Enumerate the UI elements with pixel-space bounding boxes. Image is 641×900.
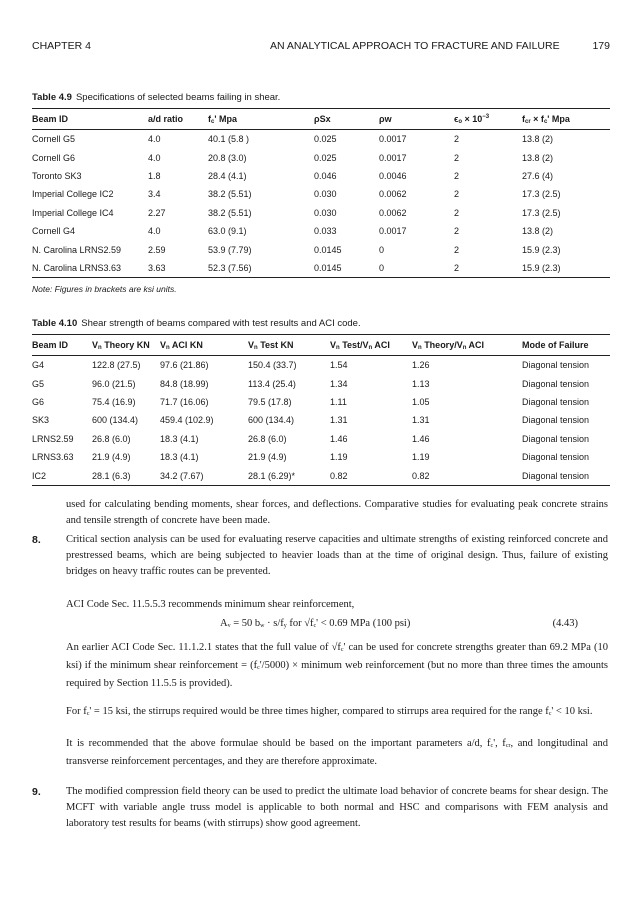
table-cell: 18.3 (4.1) — [160, 433, 199, 444]
table-cell: 13.8 (2) — [522, 226, 554, 237]
table-row — [32, 393, 610, 411]
table-cell: 79.5 (17.8) — [248, 396, 292, 407]
paragraph-for: For fc' = 15 ksi, the stirrups required would be three times higher, compared to stirrups area required for the range fc' < 10 ksi. — [66, 706, 593, 717]
column-header: fcr × fc' Mpa — [522, 109, 610, 130]
list-item-8: Critical section analysis can be used for evaluating reserve capacities and ultimate strengths of existing reinforced concrete and prestressed beams, which are being subjected to heavier loads than at the time of original design. Thus, failure of existing bridges on heavy traffic routes can be prevented. — [66, 534, 608, 577]
equation-number: (4.43) — [552, 618, 578, 629]
table-cell: 52.3 (7.56) — [208, 259, 314, 278]
table-cell: Diagonal tension — [522, 452, 590, 463]
table-cell: Imperial College IC4 — [32, 207, 114, 218]
table-cell: 2 — [454, 207, 460, 218]
table-cell: Diagonal tension — [522, 433, 590, 444]
table-cell: 0 — [379, 259, 454, 278]
table-cell: N. Carolina LRNS2.59 — [32, 244, 122, 255]
table-cell: 15.9 (2.3) — [522, 259, 610, 278]
table-cell: G5 — [32, 378, 45, 389]
table-cell: Diagonal tension — [522, 415, 590, 426]
column-header: Vn ACI KN — [160, 335, 248, 356]
table-cell: 13.8 (2) — [522, 134, 554, 145]
table-row — [32, 430, 610, 448]
table-cell: 2 — [454, 152, 460, 163]
table-cell: IC2 — [32, 466, 92, 485]
table-cell: 96.0 (21.5) — [92, 378, 136, 389]
paragraph-intro: used for calculating bending moments, shear forces, and deflections. Comparative studies for evaluating peak concrete strains and tensile strength of concrete have been made. — [66, 499, 608, 526]
table-cell: 600 (134.4) — [248, 415, 295, 426]
table-cell: 1.31 — [412, 415, 430, 426]
table-cell: 28.1 (6.3) — [92, 466, 160, 485]
table-cell: 53.9 (7.79) — [208, 244, 252, 255]
table-row — [32, 204, 610, 222]
column-header: a/d ratio — [148, 109, 208, 130]
table-cell: 1.31 — [330, 415, 348, 426]
table-cell: 84.8 (18.99) — [160, 378, 209, 389]
table-cell: 1.19 — [330, 452, 348, 463]
list-number-8: 8. — [32, 534, 41, 546]
column-header: ρw — [379, 109, 454, 130]
table-cell: 1.8 — [148, 170, 161, 181]
table-row — [32, 259, 610, 278]
table-cell: LRNS2.59 — [32, 433, 74, 444]
table-cell: 71.7 (16.06) — [160, 396, 209, 407]
page-number: 179 — [592, 40, 610, 52]
table-cell: 2 — [454, 170, 460, 181]
column-header: Vn Theory/Vn ACI — [412, 335, 522, 356]
table-cell: 1.46 — [412, 433, 430, 444]
paragraph-earlier: An earlier ACI Code Sec. 11.1.2.1 states that the full value of √fc' can be used for concrete strengths greater than 69.2 MPa (10 ksi) if the minimum shear reinforcement = (fc'/5000) × minimum web reinforcement (but no more than three times the amounts required by Section 11.5.5 is provided). — [66, 642, 608, 689]
table-cell: 2 — [454, 226, 460, 237]
column-header: ρSx — [314, 109, 379, 130]
table-cell: 150.4 (33.7) — [248, 360, 297, 371]
table-cell: 2 — [454, 134, 460, 145]
table-cell: Toronto SK3 — [32, 170, 82, 181]
table-row — [32, 167, 610, 185]
table-cell: 0.0017 — [379, 152, 407, 163]
column-header: Mode of Failure — [522, 335, 610, 356]
table-row — [32, 374, 610, 392]
table-cell: 1.26 — [412, 360, 430, 371]
table-row — [32, 148, 610, 166]
table-cell: 3.4 — [148, 189, 161, 200]
table-cell: Diagonal tension — [522, 360, 590, 371]
table-cell: 2.27 — [148, 207, 166, 218]
column-header: Vn Test/Vn ACI — [330, 335, 412, 356]
list-number-9: 9. — [32, 786, 41, 798]
equation-body: Av = 50 bw · s/fy for √fc' < 0.69 MPa (100 psi) — [220, 618, 411, 629]
table-cell: 0.025 — [314, 152, 337, 163]
table-cell: 4.0 — [148, 134, 161, 145]
list-item-9: The modified compression field theory can be used to predict the ultimate load behavior of concrete beams for shear design. The MCFT with variable angle truss model is applicable to both normal and HSC and comparisons with FEM analysis and laboratory test results for beams (with stirrups) show good agreement. — [66, 786, 608, 829]
table-cell: 0.046 — [314, 170, 337, 181]
table-cell: 113.4 (25.4) — [248, 378, 296, 389]
table-cell: 20.8 (3.0) — [208, 152, 247, 163]
table-cell: 0.0017 — [379, 134, 407, 145]
table-cell: 97.6 (21.86) — [160, 360, 209, 371]
table-cell: 0.0062 — [379, 189, 407, 200]
table-cell: 40.1 (5.8 ) — [208, 134, 250, 145]
table-cell: 15.9 (2.3) — [522, 244, 561, 255]
table-cell: 3.63 — [148, 259, 208, 278]
table-cell: 63.0 (9.1) — [208, 226, 247, 237]
table-4-9-caption — [32, 92, 280, 103]
table-cell: Diagonal tension — [522, 378, 590, 389]
table-cell: 28.4 (4.1) — [208, 170, 247, 181]
table-cell: 26.8 (6.0) — [92, 433, 131, 444]
table-cell: N. Carolina LRNS3.63 — [32, 259, 148, 278]
table-cell: Diagonal tension — [522, 396, 590, 407]
column-header: $\epsilon o \times 10^{-3}$ — [454, 109, 522, 130]
column-header: Beam ID — [32, 335, 92, 356]
table-row — [32, 356, 610, 375]
table-cell: 0.0145 — [314, 244, 342, 255]
paragraph-aci: ACI Code Sec. 11.5.5.3 recommends minimum shear reinforcement, — [66, 599, 355, 610]
table-cell: 21.9 (4.9) — [248, 452, 287, 463]
table-cell: LRNS3.63 — [32, 452, 74, 463]
table-cell: 34.2 (7.67) — [160, 466, 248, 485]
table-cell: 459.4 (102.9) — [160, 415, 214, 426]
column-header: Vn Theory KN — [92, 335, 160, 356]
table-cell: 0.030 — [314, 189, 337, 200]
table-cell: 2 — [454, 259, 522, 278]
table-cell: 75.4 (16.9) — [92, 396, 136, 407]
table-cell: Cornell G4 — [32, 226, 76, 237]
table-cell: 17.3 (2.5) — [522, 207, 561, 218]
table-cell: 27.6 (4) — [522, 170, 554, 181]
table-cell: 1.54 — [330, 360, 348, 371]
table-cell: 1.34 — [330, 378, 348, 389]
table-cell: Cornell G6 — [32, 152, 76, 163]
table-header-row — [32, 109, 610, 130]
table-cell: Diagonal tension — [522, 466, 610, 485]
table-caption-text: Shear strength of beams compared with test results and ACI code. — [81, 318, 361, 329]
table-4-9 — [32, 108, 610, 278]
table-cell: Cornell G5 — [32, 134, 76, 145]
table-cell: 21.9 (4.9) — [92, 452, 131, 463]
chapter-title: AN ANALYTICAL APPROACH TO FRACTURE AND FAILURE — [270, 40, 560, 52]
table-row — [32, 130, 610, 149]
table-row — [32, 448, 610, 466]
table-cell: SK3 — [32, 415, 50, 426]
table-row — [32, 466, 610, 485]
table-cell: 1.05 — [412, 396, 430, 407]
table-cell: 0.025 — [314, 134, 337, 145]
table-row — [32, 222, 610, 240]
table-cell: 4.0 — [148, 152, 161, 163]
table-cell: 0 — [379, 244, 385, 255]
table-cell: 1.13 — [412, 378, 430, 389]
table-cell: 17.3 (2.5) — [522, 189, 561, 200]
table-cell: 0.82 — [412, 466, 522, 485]
table-cell: 2 — [454, 244, 460, 255]
table-4-10 — [32, 334, 610, 486]
table-cell: 0.033 — [314, 226, 337, 237]
table-cell: 1.11 — [330, 396, 347, 407]
table-cell: 0.82 — [330, 466, 412, 485]
table-note: Note: Figures in brackets are ksi units. — [32, 284, 177, 294]
equation-4-43 — [66, 618, 608, 634]
table-cell: 38.2 (5.51) — [208, 189, 252, 200]
table-cell: 0.030 — [314, 207, 337, 218]
table-4-10-caption — [32, 318, 361, 329]
table-cell: 1.46 — [330, 433, 348, 444]
table-cell: 0.0145 — [314, 259, 379, 278]
table-label: Table 4.10 — [32, 318, 78, 329]
table-cell: 4.0 — [148, 226, 161, 237]
table-cell: 26.8 (6.0) — [248, 433, 287, 444]
column-header: Vn Test KN — [248, 335, 330, 356]
paragraph-recommend: It is recommended that the above formulae should be based on the important parameters a/d, fc', fcr, and longitudinal and transverse reinforcement percentages, and they are therefore approximate. — [66, 738, 608, 767]
table-cell: 28.1 (6.29)* — [248, 466, 330, 485]
table-cell: 0.0062 — [379, 207, 407, 218]
table-cell: 2 — [454, 189, 460, 200]
table-cell: 13.8 (2) — [522, 152, 554, 163]
table-cell: 38.2 (5.51) — [208, 207, 252, 218]
table-row — [32, 411, 610, 429]
table-row — [32, 185, 610, 203]
table-label: Table 4.9 — [32, 92, 72, 103]
table-cell: G6 — [32, 396, 45, 407]
table-cell: 0.0046 — [379, 170, 407, 181]
running-header — [32, 40, 610, 56]
table-cell: 600 (134.4) — [92, 415, 139, 426]
column-header: Beam ID — [32, 109, 148, 130]
table-cell: 18.3 (4.1) — [160, 452, 199, 463]
table-cell: G4 — [32, 360, 45, 371]
table-cell: 0.0017 — [379, 226, 407, 237]
table-cell: 122.8 (27.5) — [92, 360, 141, 371]
chapter-label: CHAPTER 4 — [32, 40, 91, 52]
column-header: fc' Mpa — [208, 109, 314, 130]
table-row — [32, 240, 610, 258]
table-cell: 1.19 — [412, 452, 430, 463]
table-cell: Imperial College IC2 — [32, 189, 114, 200]
table-cell: 2.59 — [148, 244, 166, 255]
table-caption-text: Specifications of selected beams failing in shear. — [75, 92, 281, 103]
table-header-row — [32, 335, 610, 356]
